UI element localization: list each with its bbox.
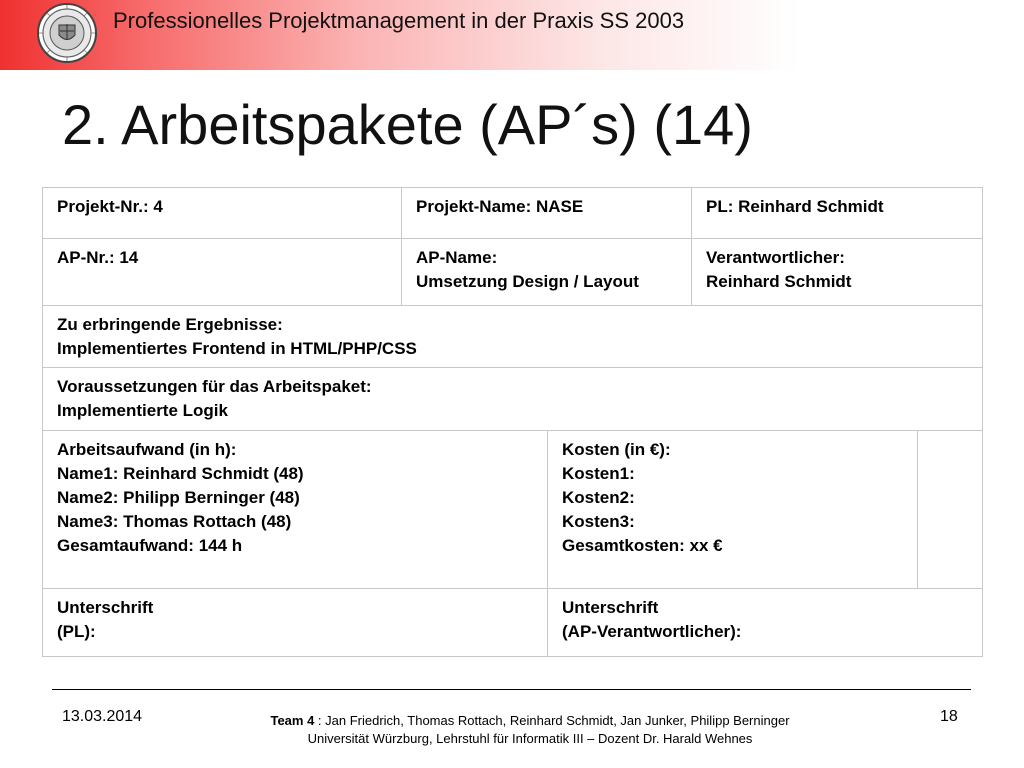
table-row [43,368,983,431]
kosten-line: Kosten1: [562,464,635,483]
gesamtaufwand: Gesamtaufwand: 144 h [57,536,243,555]
unterschrift-pl-label: Unterschrift [57,598,154,617]
voraussetzungen-label: Voraussetzungen für das Arbeitspaket: [57,377,372,396]
work-package-table [42,187,983,657]
ap-name-label: AP-Name: [416,248,498,267]
team-members: : Jan Friedrich, Thomas Rottach, Reinhard Schmidt, Jan Junker, Philipp Berninger [314,713,790,728]
kosten-label: Kosten (in €): [562,440,671,459]
aufwand-line: Name2: Philipp Berninger (48) [57,488,300,507]
table-row [43,306,983,368]
ergebnisse-value: Implementiertes Frontend in HTML/PHP/CSS [57,339,417,358]
ap-nr: AP-Nr.: 14 [57,248,139,267]
footer-date: 13.03.2014 [62,708,143,725]
ap-name-value: Umsetzung Design / Layout [416,272,639,291]
voraussetzungen-cell [43,368,983,431]
voraussetzungen-value: Implementierte Logik [57,401,228,420]
footer-divider [52,689,971,690]
footer-team-line [230,712,830,730]
aufwand-line: Name1: Reinhard Schmidt (48) [57,464,304,483]
unterschrift-pl-role: (PL): [57,622,96,641]
projektleiter: PL: Reinhard Schmidt [706,197,884,216]
slide-title: 2. Arbeitspakete (AP´s) (14) [62,93,753,156]
empty-cell [918,431,983,589]
footer-university: Universität Würzburg, Lehrstuhl für Informatik III – Dozent Dr. Harald Wehnes [307,731,753,746]
table-row [43,239,983,306]
aufwand-line: Name3: Thomas Rottach (48) [57,512,292,531]
pl-cell [692,188,983,239]
page-number: 18 [940,708,958,725]
university-seal-icon [35,2,99,64]
kosten-line: Kosten2: [562,488,635,507]
table-row [43,188,983,239]
projekt-name: Projekt-Name: NASE [416,197,584,216]
unterschrift-ap-label: Unterschrift [562,598,659,617]
projekt-name-cell [402,188,692,239]
arbeitsaufwand-label: Arbeitsaufwand (in h): [57,440,237,459]
ap-nr-cell [43,239,402,306]
ergebnisse-cell [43,306,983,368]
table-row [43,431,983,589]
unterschrift-ap-role: (AP-Verantwortlicher): [562,622,742,641]
verantwortlicher-value: Reinhard Schmidt [706,272,852,291]
verantwortlicher-cell [692,239,983,306]
header-title: Professionelles Projektmanagement in der Praxis SS 2003 [113,8,685,33]
team-label: Team 4 [270,713,315,728]
footer-credits [230,712,830,748]
unterschrift-ap-cell [548,589,983,657]
kosten-line: Kosten3: [562,512,635,531]
kosten-cell [548,431,918,589]
ap-name-cell [402,239,692,306]
projekt-nr-cell [43,188,402,239]
verantwortlicher-label: Verantwortlicher: [706,248,845,267]
projekt-nr: Projekt-Nr.: 4 [57,197,163,216]
gesamtkosten: Gesamtkosten: xx € [562,536,723,555]
unterschrift-pl-cell [43,589,548,657]
ergebnisse-label: Zu erbringende Ergebnisse: [57,315,283,334]
arbeitsaufwand-cell [43,431,548,589]
table-row [43,589,983,657]
